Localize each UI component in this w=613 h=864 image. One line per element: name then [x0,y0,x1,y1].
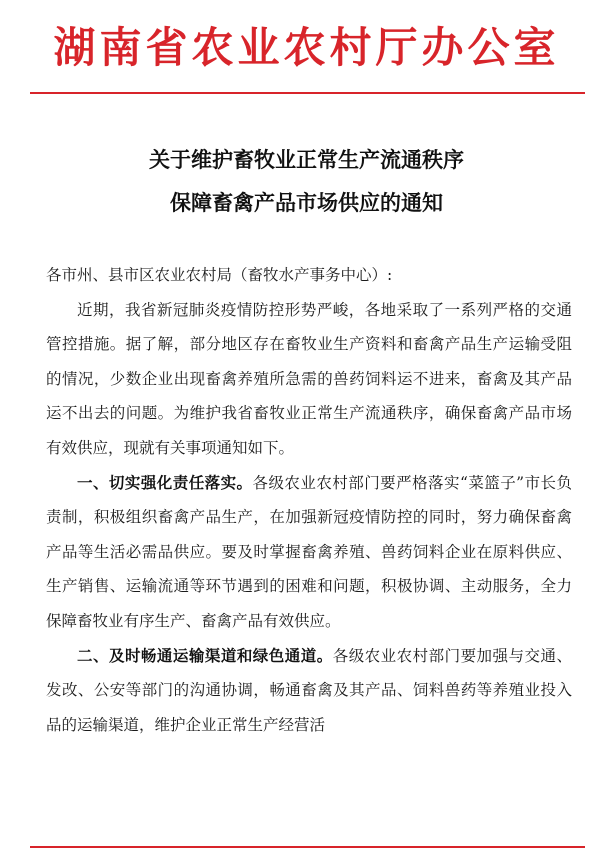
salutation: 各市州、县市区农业农村局（畜牧水产事务中心）: [46,266,393,284]
document-title-line-1: 关于维护畜牧业正常生产流通秩序 [149,147,464,172]
section-1-text: 各级农业农村部门要严格落实“菜篮子”市长负责制，积极组织畜禽产品生产，在加强新冠疫情防控的同时，努力确保畜禽产品等生活必需品供应。要及时掌握畜禽养殖、兽药饲料企业在原料供应、生产销售、运输流通等环节遇到的困难和问题，积极协调、主动服务，全力保障畜牧业有序生产、畜禽产品有效供应。 [46,473,572,630]
footer-red-rule [30,846,585,848]
section-2-heading: 二、及时畅通运输渠道和绿色通道。 [77,645,333,665]
document-title [0,138,613,224]
section-1-heading: 一、切实强化责任落实。 [77,472,253,492]
section-2-paragraph [46,639,572,743]
section-1-paragraph [46,466,572,639]
issuing-office-header: 湖南省农业农村厅办公室 [53,23,560,72]
document-body [46,258,572,742]
intro-paragraph: 近期，我省新冠肺炎疫情防控形势严峻，各地采取了一系列严格的交通管控措施。据了解，部分地区存在畜牧业生产资料和畜禽产品生产运输受阻的情况，少数企业出现畜禽养殖所急需的兽药饲料运不进来，畜禽及其产品运不出去的问题。为维护我省畜牧业正常生产流通秩序，确保畜禽产品市场有效供应，现就有关事项通知如下。 [46,300,572,457]
document-title-line-2: 保障畜禽产品市场供应的通知 [170,190,443,215]
section-2-text: 各级农业农村部门要加强与交通、发改、公安等部门的沟通协调，畅通畜禽及其产品、饲料兽药等养殖业投入品的运输渠道，维护企业正常生产经营活 [46,646,572,734]
header-red-rule [30,92,585,94]
